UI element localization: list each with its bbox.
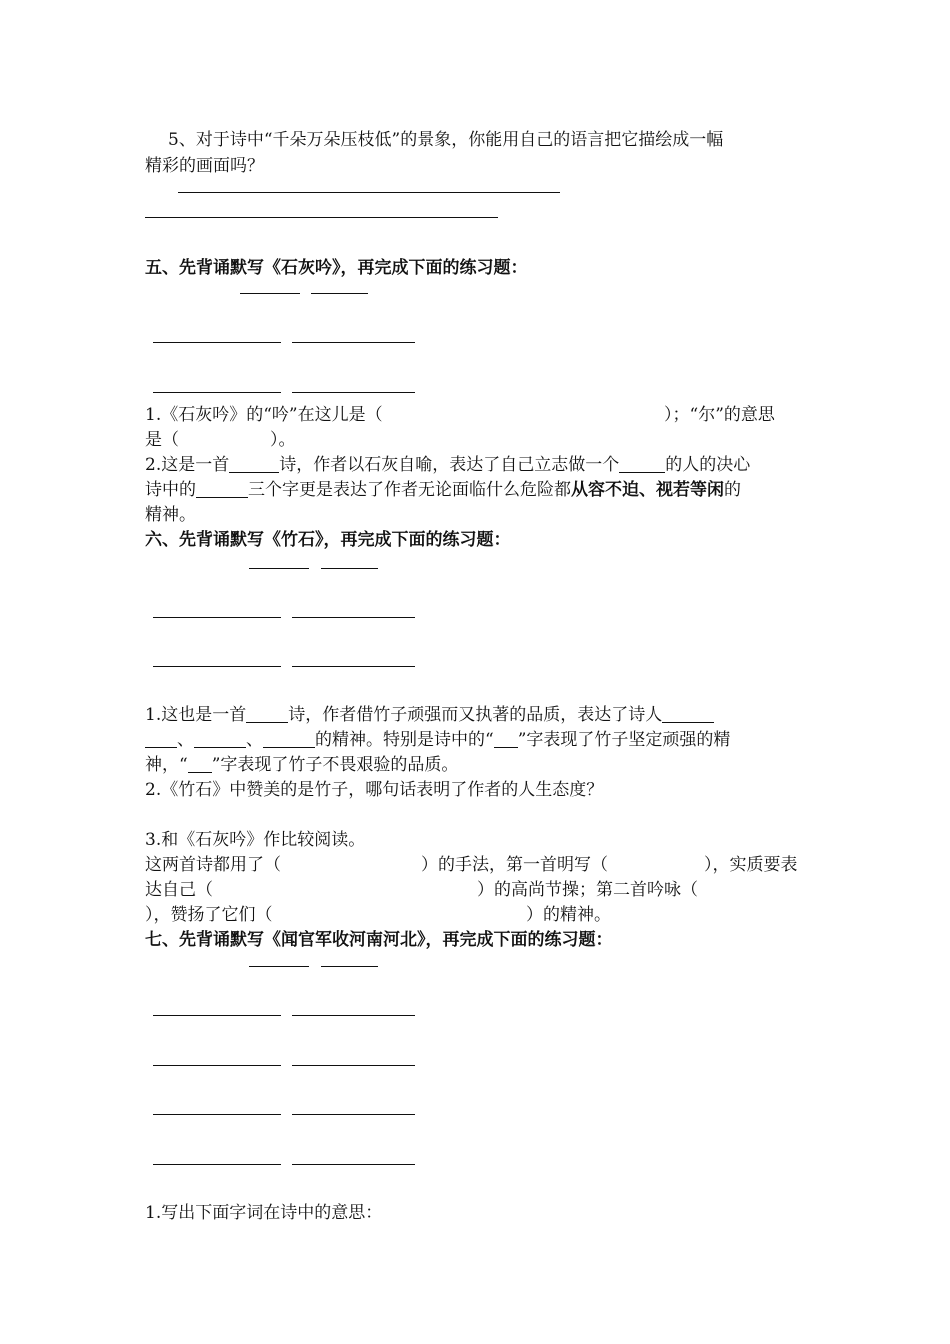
sec6-q1-blank-4[interactable] [263,729,315,748]
sec5-q2-d: 诗中的 [145,480,196,500]
sec6-q1-blank-3[interactable] [194,729,246,748]
sec6-q3-d: 达自己（ [145,880,213,900]
sec6-poem-line-1a[interactable] [153,617,281,618]
sec6-q1-g: 神，“ [145,755,188,775]
sec7-poem-line-4b[interactable] [292,1164,415,1165]
sec6-q3-a: 这两首诗都用了（ [145,855,281,875]
sec5-q2-c: 的人的决心 [665,455,751,475]
sec5-q2-blank-1[interactable] [229,454,279,473]
sec6-poem-line-1b[interactable] [292,617,415,618]
sec5-q2-e: 三个字更是表达了作者无论面临什么危险都 [248,480,571,500]
sec6-q3-c: ），实质要表 [704,855,798,875]
sec5-q2-blank-3[interactable] [196,479,248,498]
sec7-poem-line-1b[interactable] [292,1015,415,1016]
sec5-poem-line-1b[interactable] [292,342,415,343]
sec6-q1-b: 诗，作者借竹子顽强而又执著的品质，表达了诗人 [288,705,663,725]
sec5-q1-text-c: 是（ [145,430,179,450]
sec5-poem-line-1a[interactable] [153,342,281,343]
sec5-q2-f: 的 [724,480,741,500]
sec7-poem-line-3a[interactable] [153,1114,281,1115]
sec6-q1-blank-6[interactable] [188,754,212,773]
q5-answer-line-2[interactable] [145,217,498,218]
sec5-q2-b: 诗，作者以石灰自喻，表达了自己立志做一个 [279,455,620,475]
sec5-q1-text-b: ）；“尔”的意思 [664,405,775,425]
section-7-heading: 七、先背诵默写《闻官军收河南河北》，再完成下面的练习题： [145,930,613,950]
sec6-poem-line-2b[interactable] [292,666,415,667]
sec5-q1-text-a: 1.《石灰吟》的“吟”在这儿是（ [145,405,383,425]
sec6-poem-line-2a[interactable] [153,666,281,667]
sec6-title-blank[interactable] [249,568,309,569]
sec6-q1-d: 、 [246,730,263,750]
sec6-q1-line1 [145,700,714,725]
sec6-q3-b: ）的手法，第一首明写（ [421,855,608,875]
sec5-q2-bold: 从容不迫、视若等闲 [571,480,724,500]
sec7-author-blank[interactable] [321,966,378,967]
sec5-q2-line3: 精神。 [145,505,196,525]
sec6-q1-blank-2b[interactable] [145,729,177,748]
sec5-q2-a: 2.这是一首 [145,455,230,475]
sec5-poem-line-2a[interactable] [153,392,281,393]
sec6-q3-g: ）的精神。 [526,905,611,925]
sec6-q1-h: ”字表现了竹子不畏艰验的品质。 [211,755,459,775]
sec6-q3-e: ）的高尚节操；第二首吟咏（ [477,880,698,900]
sec6-q1-e: 的精神。特别是诗中的“ [315,730,494,750]
sec7-q1: 1.写出下面字词在诗中的意思： [145,1203,383,1223]
q5-line2: 精彩的画面吗？ [145,156,264,176]
sec5-poem-line-2b[interactable] [292,392,415,393]
q5-answer-line-1[interactable] [178,192,560,193]
section-5-heading: 五、先背诵默写《石灰吟》，再完成下面的练习题： [145,258,528,278]
sec7-title-blank[interactable] [249,966,309,967]
sec6-q1-f: ”字表现了竹子坚定顽强的精 [517,730,731,750]
sec6-q1-blank-1[interactable] [246,704,288,723]
sec5-author-blank[interactable] [311,293,368,294]
sec6-q1-line3 [145,750,458,775]
sec5-q2-line1 [145,450,750,475]
sec6-q1-blank-5[interactable] [494,729,518,748]
sec7-poem-line-3b[interactable] [292,1114,415,1115]
sec5-q2-blank-2[interactable] [619,454,665,473]
section-6-heading: 六、先背诵默写《竹石》，再完成下面的练习题： [145,530,511,550]
sec5-q2-line2 [145,475,741,500]
sec6-q2: 2.《竹石》中赞美的是竹子，哪句话表明了作者的人生态度？ [145,780,604,800]
sec6-q1-blank-2[interactable] [662,704,714,723]
sec6-q1-c: 、 [177,730,194,750]
q5-line1: 5、对于诗中“千朵万朵压枝低”的景象，你能用自己的语言把它描绘成一幅 [168,130,724,150]
sec5-title-blank[interactable] [240,293,300,294]
sec6-q3-f: ），赞扬了它们（ [145,905,273,925]
sec6-q1-line2 [145,725,730,750]
sec7-poem-line-4a[interactable] [153,1164,281,1165]
sec6-q1-a: 1.这也是一首 [145,705,247,725]
sec6-author-blank[interactable] [321,568,378,569]
sec5-q1-text-d: ）。 [270,430,296,450]
sec7-poem-line-2a[interactable] [153,1065,281,1066]
sec6-q3-title: 3.和《石灰吟》作比较阅读。 [145,830,366,850]
sec7-poem-line-1a[interactable] [153,1015,281,1016]
sec7-poem-line-2b[interactable] [292,1065,415,1066]
